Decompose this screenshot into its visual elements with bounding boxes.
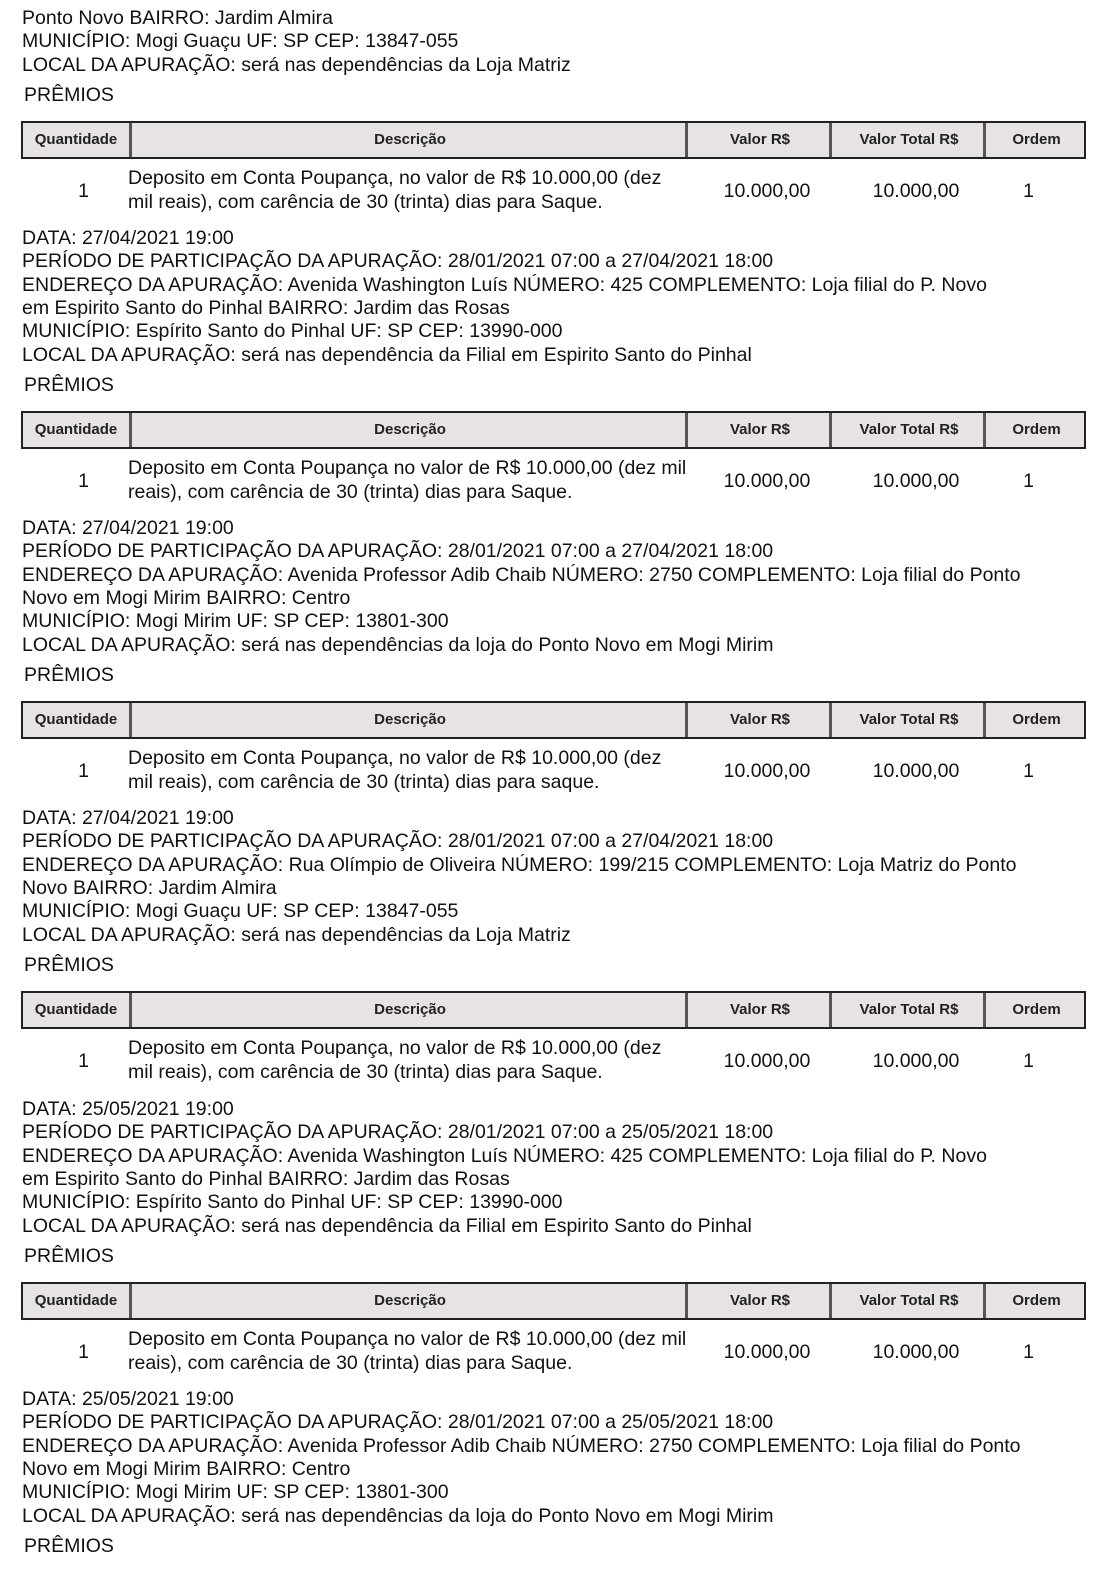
cell-quantidade: 1 bbox=[78, 760, 89, 782]
premios-heading: PRÊMIOS bbox=[24, 1535, 114, 1557]
column-header-quantidade: Quantidade bbox=[34, 421, 118, 438]
section-text-line: LOCAL DA APURAÇÃO: será nas dependências da Loja Matriz bbox=[22, 54, 571, 76]
column-header-quantidade: Quantidade bbox=[34, 131, 118, 148]
section-text-line: ENDEREÇO DA APURAÇÃO: Rua Olímpio de Oliveira NÚMERO: 199/215 COMPLEMENTO: Loja Matriz do Ponto bbox=[22, 854, 1017, 876]
column-header-descricao: Descrição bbox=[129, 123, 688, 157]
premios-table bbox=[21, 991, 1086, 1091]
section-text-line: DATA: 27/04/2021 19:00 bbox=[22, 807, 234, 829]
column-header-descricao: Descrição bbox=[129, 993, 688, 1027]
cell-valor: 10.000,00 bbox=[723, 470, 811, 492]
column-header-valor-total: Valor Total R$ bbox=[829, 413, 986, 447]
table-header bbox=[21, 121, 1086, 159]
cell-valor: 10.000,00 bbox=[723, 1341, 811, 1363]
column-header-valor-total: Valor Total R$ bbox=[829, 993, 986, 1027]
section-text-line: PERÍODO DE PARTICIPAÇÃO DA APURAÇÃO: 28/01/2021 07:00 a 27/04/2021 18:00 bbox=[22, 830, 774, 852]
table-row bbox=[21, 449, 1086, 511]
table-row bbox=[21, 1320, 1086, 1382]
table-header bbox=[21, 1282, 1086, 1320]
column-header-descricao: Descrição bbox=[129, 703, 688, 737]
section-text-line: PERÍODO DE PARTICIPAÇÃO DA APURAÇÃO: 28/01/2021 07:00 a 27/04/2021 18:00 bbox=[22, 540, 774, 562]
column-header-ordem: Ordem bbox=[983, 703, 1087, 737]
cell-ordem: 1 bbox=[1023, 180, 1034, 202]
section-text-line: LOCAL DA APURAÇÃO: será nas dependência da Filial em Espirito Santo do Pinhal bbox=[22, 344, 752, 366]
cell-descricao: Deposito em Conta Poupança, no valor de R$ 10.000,00 (dez mil reais), com carência de 30 (trinta) dias para Saque. bbox=[128, 167, 662, 213]
table-row bbox=[21, 1029, 1086, 1091]
section-text-line: DATA: 27/04/2021 19:00 bbox=[22, 227, 234, 249]
cell-quantidade: 1 bbox=[78, 470, 89, 492]
cell-descricao: Deposito em Conta Poupança, no valor de R$ 10.000,00 (dez mil reais), com carência de 30 (trinta) dias para saque. bbox=[128, 747, 662, 793]
column-header-valor-total: Valor Total R$ bbox=[829, 123, 986, 157]
section-text-line: Novo BAIRRO: Jardim Almira bbox=[22, 877, 277, 899]
cell-valor-total: 10.000,00 bbox=[872, 760, 960, 782]
cell-valor: 10.000,00 bbox=[723, 1050, 811, 1072]
premios-heading: PRÊMIOS bbox=[24, 664, 114, 686]
cell-quantidade: 1 bbox=[78, 1050, 89, 1072]
premios-table bbox=[21, 411, 1086, 511]
cell-ordem: 1 bbox=[1023, 1050, 1034, 1072]
cell-quantidade: 1 bbox=[78, 1341, 89, 1363]
premios-heading: PRÊMIOS bbox=[24, 1245, 114, 1267]
cell-valor-total: 10.000,00 bbox=[872, 470, 960, 492]
section-text-line: ENDEREÇO DA APURAÇÃO: Avenida Professor Adib Chaib NÚMERO: 2750 COMPLEMENTO: Loja filial do Ponto bbox=[22, 564, 1021, 586]
section-text-line: DATA: 25/05/2021 19:00 bbox=[22, 1388, 234, 1410]
premios-table bbox=[21, 701, 1086, 801]
section-text-line: LOCAL DA APURAÇÃO: será nas dependências da Loja Matriz bbox=[22, 924, 571, 946]
column-header-descricao: Descrição bbox=[129, 1284, 688, 1318]
column-header-quantidade: Quantidade bbox=[34, 1292, 118, 1309]
section-text-line: em Espirito Santo do Pinhal BAIRRO: Jardim das Rosas bbox=[22, 297, 510, 319]
premios-table bbox=[21, 121, 1086, 221]
section-text-line: LOCAL DA APURAÇÃO: será nas dependências da loja do Ponto Novo em Mogi Mirim bbox=[22, 634, 774, 656]
column-header-valor: Valor R$ bbox=[685, 993, 832, 1027]
section-text-line: MUNICÍPIO: Espírito Santo do Pinhal UF: SP CEP: 13990-000 bbox=[22, 320, 563, 342]
section-text-line: MUNICÍPIO: Mogi Mirim UF: SP CEP: 13801-300 bbox=[22, 1481, 449, 1503]
column-header-quantidade: Quantidade bbox=[34, 1001, 118, 1018]
section-text-line: PERÍODO DE PARTICIPAÇÃO DA APURAÇÃO: 28/01/2021 07:00 a 25/05/2021 18:00 bbox=[22, 1121, 774, 1143]
table-row bbox=[21, 739, 1086, 801]
cell-descricao: Deposito em Conta Poupança no valor de R$ 10.000,00 (dez mil reais), com carência de 30 (trinta) dias para Saque. bbox=[128, 457, 687, 503]
column-header-ordem: Ordem bbox=[983, 993, 1087, 1027]
section-text-line: LOCAL DA APURAÇÃO: será nas dependência da Filial em Espirito Santo do Pinhal bbox=[22, 1215, 752, 1237]
section-text-line: MUNICÍPIO: Espírito Santo do Pinhal UF: SP CEP: 13990-000 bbox=[22, 1191, 563, 1213]
section-text-line: ENDEREÇO DA APURAÇÃO: Avenida Washington Luís NÚMERO: 425 COMPLEMENTO: Loja filial do P. Novo bbox=[22, 274, 987, 296]
section-text-line: Novo em Mogi Mirim BAIRRO: Centro bbox=[22, 587, 351, 609]
premios-table bbox=[21, 1282, 1086, 1382]
premios-heading: PRÊMIOS bbox=[24, 374, 114, 396]
column-header-ordem: Ordem bbox=[983, 413, 1087, 447]
cell-valor-total: 10.000,00 bbox=[872, 1341, 960, 1363]
column-header-valor: Valor R$ bbox=[685, 703, 832, 737]
cell-ordem: 1 bbox=[1023, 470, 1034, 492]
section-text-line: MUNICÍPIO: Mogi Mirim UF: SP CEP: 13801-300 bbox=[22, 610, 449, 632]
column-header-valor: Valor R$ bbox=[685, 1284, 832, 1318]
section-text-line: Ponto Novo BAIRRO: Jardim Almira bbox=[22, 7, 334, 29]
section-text-line: MUNICÍPIO: Mogi Guaçu UF: SP CEP: 13847-055 bbox=[22, 900, 459, 922]
cell-valor: 10.000,00 bbox=[723, 760, 811, 782]
section-text-line: MUNICÍPIO: Mogi Guaçu UF: SP CEP: 13847-055 bbox=[22, 30, 459, 52]
table-header bbox=[21, 701, 1086, 739]
column-header-ordem: Ordem bbox=[983, 1284, 1087, 1318]
cell-ordem: 1 bbox=[1023, 1341, 1034, 1363]
table-header bbox=[21, 411, 1086, 449]
premios-heading: PRÊMIOS bbox=[24, 954, 114, 976]
cell-quantidade: 1 bbox=[78, 180, 89, 202]
cell-valor-total: 10.000,00 bbox=[872, 180, 960, 202]
cell-descricao: Deposito em Conta Poupança, no valor de R$ 10.000,00 (dez mil reais), com carência de 30 (trinta) dias para Saque. bbox=[128, 1037, 662, 1083]
section-text-line: ENDEREÇO DA APURAÇÃO: Avenida Washington Luís NÚMERO: 425 COMPLEMENTO: Loja filial do P. Novo bbox=[22, 1145, 987, 1167]
section-text-line: LOCAL DA APURAÇÃO: será nas dependências da loja do Ponto Novo em Mogi Mirim bbox=[22, 1505, 774, 1527]
column-header-quantidade: Quantidade bbox=[34, 711, 118, 728]
section-text-line: DATA: 27/04/2021 19:00 bbox=[22, 517, 234, 539]
section-text-line: PERÍODO DE PARTICIPAÇÃO DA APURAÇÃO: 28/01/2021 07:00 a 25/05/2021 18:00 bbox=[22, 1411, 774, 1433]
premios-heading: PRÊMIOS bbox=[24, 84, 114, 106]
column-header-valor-total: Valor Total R$ bbox=[829, 1284, 986, 1318]
column-header-ordem: Ordem bbox=[983, 123, 1087, 157]
column-header-valor: Valor R$ bbox=[685, 413, 832, 447]
column-header-descricao: Descrição bbox=[129, 413, 688, 447]
section-text-line: em Espirito Santo do Pinhal BAIRRO: Jardim das Rosas bbox=[22, 1168, 510, 1190]
column-header-valor: Valor R$ bbox=[685, 123, 832, 157]
section-text-line: ENDEREÇO DA APURAÇÃO: Avenida Professor Adib Chaib NÚMERO: 2750 COMPLEMENTO: Loja filial do Ponto bbox=[22, 1435, 1021, 1457]
cell-valor: 10.000,00 bbox=[723, 180, 811, 202]
section-text-line: Novo em Mogi Mirim BAIRRO: Centro bbox=[22, 1458, 351, 1480]
section-text-line: PERÍODO DE PARTICIPAÇÃO DA APURAÇÃO: 28/01/2021 07:00 a 27/04/2021 18:00 bbox=[22, 250, 774, 272]
cell-descricao: Deposito em Conta Poupança no valor de R$ 10.000,00 (dez mil reais), com carência de 30 (trinta) dias para Saque. bbox=[128, 1328, 687, 1374]
table-row bbox=[21, 159, 1086, 221]
column-header-valor-total: Valor Total R$ bbox=[829, 703, 986, 737]
cell-valor-total: 10.000,00 bbox=[872, 1050, 960, 1072]
table-header bbox=[21, 991, 1086, 1029]
section-text-line: DATA: 25/05/2021 19:00 bbox=[22, 1098, 234, 1120]
cell-ordem: 1 bbox=[1023, 760, 1034, 782]
